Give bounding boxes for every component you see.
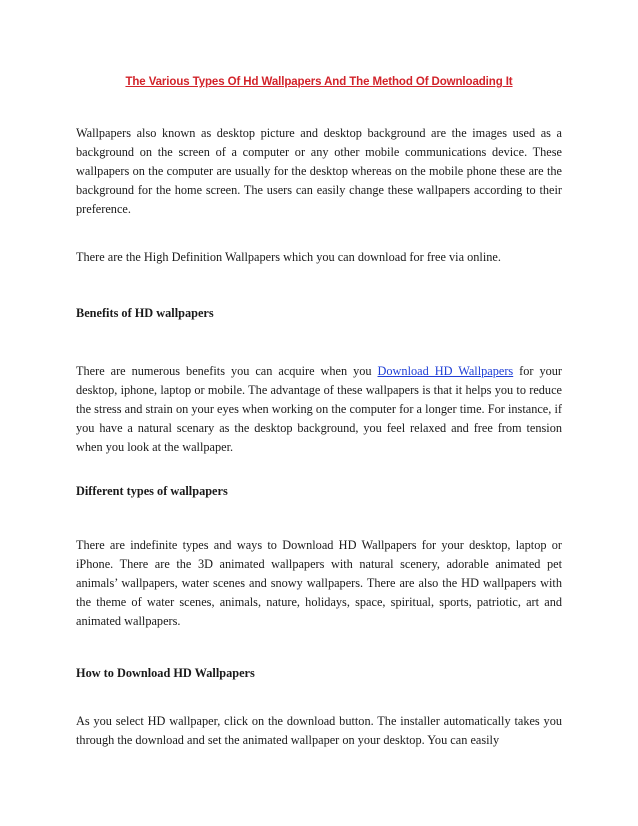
types-paragraph: There are indefinite types and ways to Download HD Wallpapers for your desktop, laptop or iPhone. There are the 3D animated wallpapers with natural scenery, adorable animated pet animals’ wallpapers, water scenes and snowy wallpapers. There are also the HD wallpapers with the theme of water scenes, animals, nature, holidays, space, spiritual, sports, patriotic, art and animated wallpapers. xyxy=(76,538,562,628)
benefits-paragraph xyxy=(76,362,562,457)
benefits-text-start: There are numerous benefits you can acquire when you xyxy=(76,364,378,378)
benefits-heading: Benefits of HD wallpapers xyxy=(76,306,214,320)
hd-note-paragraph: There are the High Definition Wallpapers which you can download for free via online. xyxy=(76,250,501,264)
types-heading: Different types of wallpapers xyxy=(76,484,228,498)
intro-paragraph: Wallpapers also known as desktop picture and desktop background are the images used as a background on the screen of a computer or any other mobile communications device. These wallpapers on the computer are usually for the desktop whereas on the mobile phone these are the background for the home screen. The users can easily change these wallpapers according to their preference. xyxy=(76,126,562,216)
document-title: The Various Types Of Hd Wallpapers And The Method Of Downloading It xyxy=(125,76,513,88)
howto-paragraph: As you select HD wallpaper, click on the download button. The installer automatically takes you through the download and set the animated wallpaper on your desktop. You can easily xyxy=(76,714,562,747)
download-hd-wallpapers-link[interactable]: Download HD Wallpapers xyxy=(377,364,514,378)
howto-heading: How to Download HD Wallpapers xyxy=(76,666,255,680)
benefits-text-end: for your desktop, iphone, laptop or mobile. The advantage of these wallpapers is that it helps you to reduce the stress and strain on your eyes when working on the computer for a longer time. For instance, if you have a natural scenary as the desktop background, you feel relaxed and free from tension when you look at the wallpaper. xyxy=(76,364,563,454)
